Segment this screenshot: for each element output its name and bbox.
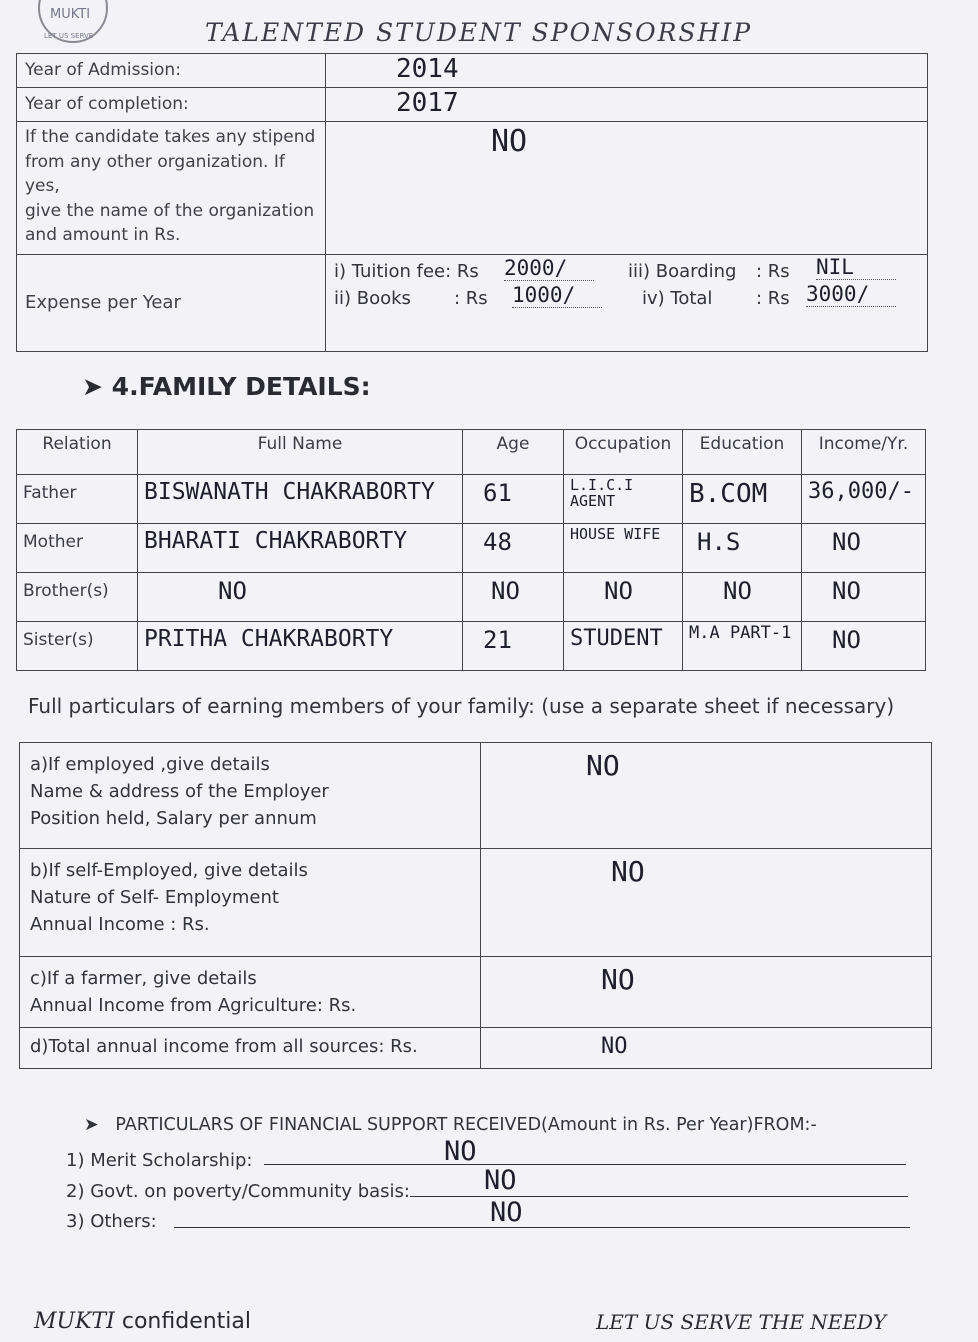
header-education: Education [683,430,802,475]
arrow-bullet-icon: ➤ [82,372,103,401]
occupation-cell: HOUSE WIFE [564,524,683,573]
tuition-label: i) Tuition fee: Rs [334,260,479,282]
education-cell: NO [683,573,802,622]
header-age: Age [463,430,564,475]
employed-line: a)If employed ,give details [30,754,270,775]
support-heading [84,1115,817,1135]
relation-cell: Brother(s) [17,573,138,622]
page-title: TALENTED STUDENT SPONSORSHIP [205,18,753,47]
completion-label: Year of completion: [17,88,326,122]
relation-cell: Mother [17,524,138,573]
others-label: 3) Others: [66,1211,157,1232]
education-cell: H.S [683,524,802,573]
education-cell: B.COM [683,475,802,524]
books-rs: : Rs [454,287,488,309]
relation-cell: Father [17,475,138,524]
total-income-label: d)Total annual income from all sources: Rs. [20,1028,481,1069]
total-label: iv) Total [642,287,713,309]
table-row [17,524,926,573]
footer-confidential [34,1309,251,1334]
self-employed-line: Annual Income : Rs. [30,914,210,935]
name-cell: PRITHA CHAKRABORTY [138,622,463,671]
name-cell: NO [138,573,463,622]
total-rs: : Rs [756,287,790,309]
others-value: NO [490,1197,523,1228]
occupation-cell: STUDENT [564,622,683,671]
expense-label: Expense per Year [17,254,326,351]
employed-line: Name & address of the Employer [30,781,329,802]
age-cell: 48 [463,524,564,573]
family-title-text: 4.FAMILY DETAILS: [111,372,371,401]
merit-underline [264,1164,906,1165]
merit-value: NO [444,1136,477,1167]
expense-grid [326,255,927,351]
name-cell: BHARATI CHAKRABORTY [138,524,463,573]
header-relation: Relation [17,430,138,475]
earning-table [19,742,932,1069]
admission-table [16,53,928,352]
boarding-rs: : Rs [756,260,790,282]
books-value: 1000/ [512,283,602,308]
income-cell: NO [802,622,926,671]
total-value: 3000/ [806,282,896,307]
family-table [16,429,926,671]
age-cell: 61 [463,475,564,524]
self-employed-line: Nature of Self- Employment [30,887,279,908]
farmer-line: Annual Income from Agriculture: Rs. [30,995,357,1016]
books-label: ii) Books [334,287,411,309]
tuition-value: 2000/ [504,256,594,281]
table-row [17,475,926,524]
footer-slogan: LET US SERVE THE NEEDY [596,1310,887,1334]
stipend-label-line: and amount in Rs. [25,225,181,245]
stipend-label [17,122,326,255]
header-name: Full Name [138,430,463,475]
stipend-label-line: give the name of the organization [25,200,315,221]
support-heading-text: PARTICULARS OF FINANCIAL SUPPORT RECEIVED(Amount in Rs. Per Year)FROM:- [115,1115,817,1135]
earning-intro: Full particulars of earning members of your family: (use a separate sheet if necessary) [28,694,895,718]
employed-value: NO [481,743,932,849]
farmer-value: NO [481,957,932,1028]
footer-confidential-text: confidential [121,1309,252,1334]
income-cell: NO [802,573,926,622]
table-row [17,622,926,671]
occupation-cell: NO [564,573,683,622]
govt-underline [410,1196,908,1197]
occupation-cell: L.I.C.I AGENT [564,475,683,524]
mukti-logo [30,0,116,46]
header-occupation: Occupation [564,430,683,475]
logo-text: MUKTI [50,7,91,22]
name-cell: BISWANATH CHAKRABORTY [138,475,463,524]
stipend-value: NO [326,122,928,255]
income-cell: 36,000/- [802,475,926,524]
self-employed-label [20,849,481,957]
arrow-bullet-icon: ➤ [84,1115,110,1135]
stipend-label-line: from any other organization. If yes, [25,151,285,196]
education-cell: M.A PART-1 [683,622,802,671]
boarding-value: NIL [816,255,896,280]
farmer-line: c)If a farmer, give details [30,968,257,989]
header-income: Income/Yr. [802,430,926,475]
family-section-title [82,372,371,401]
table-row [17,573,926,622]
footer-brand: MUKTI [34,1309,115,1334]
self-employed-value: NO [481,849,932,957]
employed-label [20,743,481,849]
farmer-label [20,957,481,1028]
self-employed-line: b)If self-Employed, give details [30,860,308,881]
relation-cell: Sister(s) [17,622,138,671]
logo-motto: LET US SERVE [44,32,94,40]
govt-value: NO [484,1165,517,1196]
govt-label: 2) Govt. on poverty/Community basis: [66,1181,410,1202]
admission-value: 2014 [326,54,928,88]
age-cell: 21 [463,622,564,671]
stipend-label-line: If the candidate takes any stipend [25,127,316,147]
total-income-value: NO [481,1028,932,1069]
employed-line: Position held, Salary per annum [30,808,317,829]
age-cell: NO [463,573,564,622]
others-underline [174,1227,910,1228]
completion-value: 2017 [326,88,928,122]
boarding-label: iii) Boarding [628,260,737,282]
admission-label: Year of Admission: [17,54,326,88]
merit-label: 1) Merit Scholarship: [66,1150,253,1171]
income-cell: NO [802,524,926,573]
